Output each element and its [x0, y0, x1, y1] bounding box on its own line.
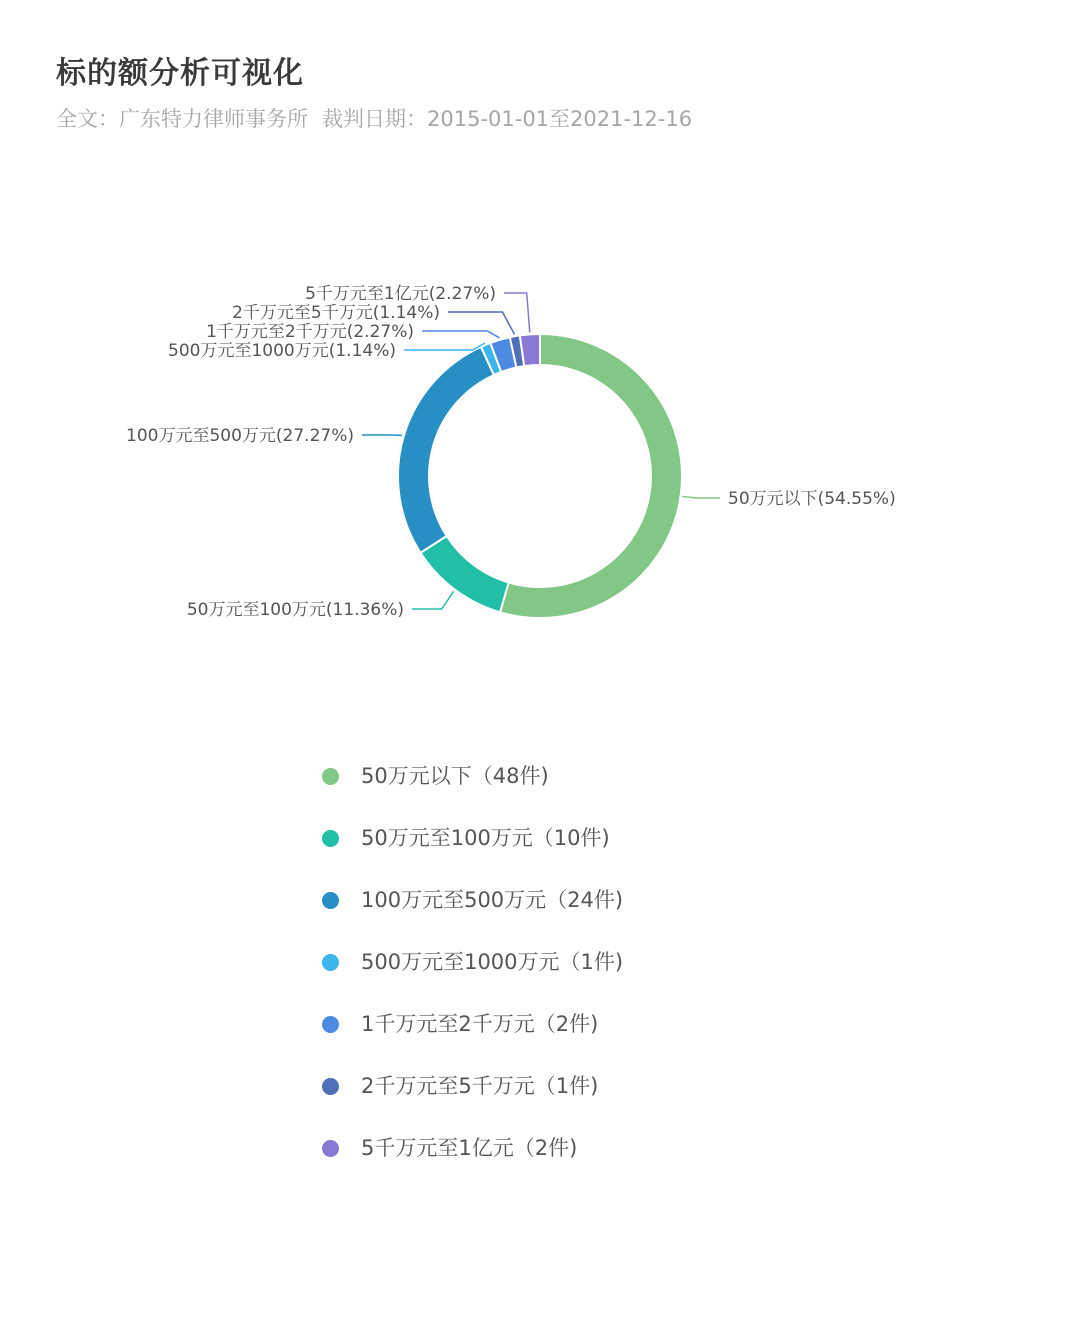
legend-dot	[322, 892, 339, 909]
subtitle-date-range: 裁判日期：2015-01-01至2021-12-16	[322, 107, 693, 131]
slice-label: 50万元至100万元(11.36%)	[186, 600, 404, 620]
pie-slice[interactable]	[520, 334, 540, 366]
chart-legend	[322, 760, 623, 1194]
slice-label: 100万元至500万元(27.27%)	[126, 426, 354, 446]
legend-item[interactable]	[322, 822, 623, 884]
slice-label: 50万元以下(54.55%)	[728, 489, 896, 509]
leader-line	[504, 293, 530, 332]
legend-dot	[322, 1078, 339, 1095]
legend-dot	[322, 1016, 339, 1033]
legend-dot	[322, 768, 339, 785]
legend-dot	[322, 1140, 339, 1157]
legend-item[interactable]	[322, 1070, 623, 1132]
legend-label: 5千万元至1亿元（2件)	[361, 1136, 578, 1160]
legend-item[interactable]	[322, 884, 623, 946]
leader-line	[404, 343, 485, 350]
slice-label: 5千万元至1亿元(2.27%)	[305, 284, 496, 304]
legend-dot	[322, 954, 339, 971]
legend-label: 2千万元至5千万元（1件)	[361, 1074, 599, 1098]
legend-item[interactable]	[322, 1008, 623, 1070]
legend-item[interactable]	[322, 946, 623, 1008]
legend-label: 100万元至500万元（24件)	[361, 888, 624, 912]
subtitle-source: 全文：广东特力律师事务所	[56, 107, 308, 131]
pie-slice[interactable]	[398, 347, 494, 553]
leader-line	[422, 331, 499, 338]
slice-label: 500万元至1000万元(1.14%)	[168, 341, 396, 361]
slice-label: 2千万元至5千万元(1.14%)	[232, 303, 440, 323]
page-subtitle	[56, 103, 692, 133]
legend-label: 50万元至100万元（10件)	[361, 826, 610, 850]
page-title: 标的额分析可视化	[56, 56, 304, 91]
leader-line	[683, 496, 720, 498]
legend-dot	[322, 830, 339, 847]
legend-label: 50万元以下（48件)	[361, 764, 549, 788]
legend-item[interactable]	[322, 1132, 623, 1194]
slice-label: 1千万元至2千万元(2.27%)	[206, 322, 414, 342]
pie-slice[interactable]	[421, 536, 509, 612]
donut-chart	[0, 170, 1080, 730]
pie-slice[interactable]	[500, 334, 682, 618]
legend-label: 1千万元至2千万元（2件)	[361, 1012, 599, 1036]
leader-line	[412, 591, 454, 609]
legend-label: 500万元至1000万元（1件)	[361, 950, 624, 974]
legend-item[interactable]	[322, 760, 623, 822]
